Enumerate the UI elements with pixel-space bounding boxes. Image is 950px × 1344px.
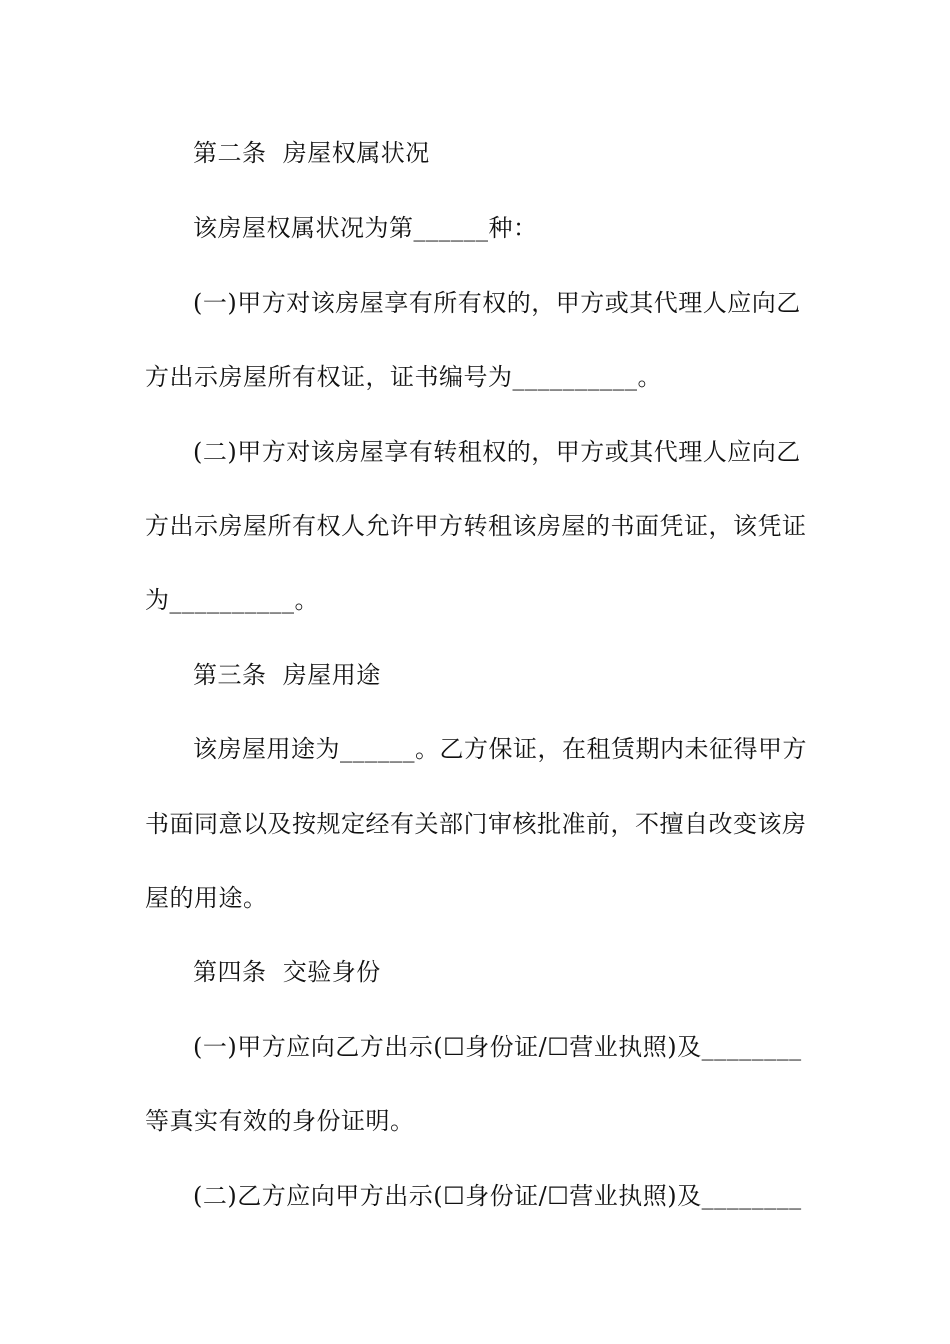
article-2-body-line: 该房屋权属状况为第______种： xyxy=(193,214,538,242)
article-2-heading: 第二条 房屋权属状况 xyxy=(193,139,430,167)
article-2-item-1-line: 方出示房屋所有权证，证书编号为__________。 xyxy=(145,363,662,391)
article-3-body-line: 屋的用途。 xyxy=(145,884,268,912)
article-2-item-2-line: (二)甲方对该房屋享有转租权的，甲方或其代理人应向乙 xyxy=(193,438,801,466)
article-3-heading: 第三条 房屋用途 xyxy=(193,661,381,689)
article-2-item-2-line: 为__________。 xyxy=(145,586,319,614)
article-4-heading: 第四条 交验身份 xyxy=(193,958,381,986)
article-4-item-1-line: 等真实有效的身份证明。 xyxy=(145,1107,415,1135)
article-3-body-line: 书面同意以及按规定经有关部门审核批准前，不擅自改变该房 xyxy=(145,810,807,838)
article-3-body-line: 该房屋用途为______。乙方保证，在租赁期内未征得甲方 xyxy=(193,735,807,763)
article-4-item-1-line: (一)甲方应向乙方出示(☐身份证/☐营业执照)及________ xyxy=(193,1033,802,1061)
article-2-item-2-line: 方出示房屋所有权人允许甲方转租该房屋的书面凭证，该凭证 xyxy=(145,512,807,540)
article-2-item-1-line: (一)甲方对该房屋享有所有权的，甲方或其代理人应向乙 xyxy=(193,289,801,317)
article-4-item-2-line: (二)乙方应向甲方出示(☐身份证/☐营业执照)及________ xyxy=(193,1182,802,1210)
